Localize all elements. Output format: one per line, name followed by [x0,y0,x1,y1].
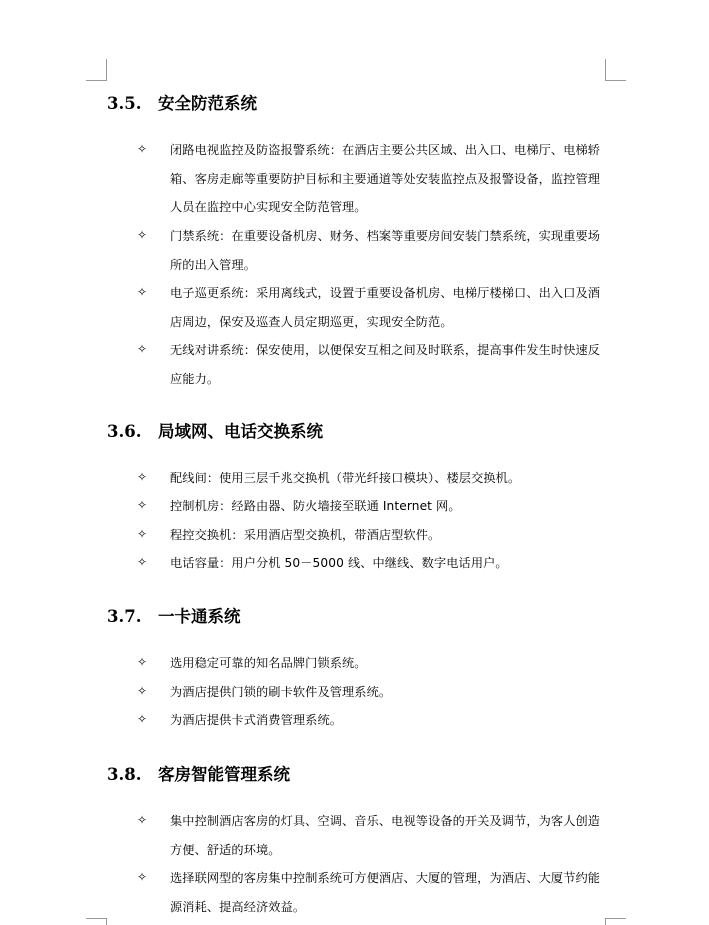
list-item-text: 所的出入管理。 [170,257,257,272]
list-item-text: 箱、客房走廊等重要防护目标和主要通道等处安装监控点及报警设备，监控管理 [170,171,601,186]
bullet-diamond-icon: ✧ [137,813,148,827]
section-heading [107,761,290,785]
bullet-diamond-icon: ✧ [137,527,148,541]
crop-mark-top-right-h [605,80,626,81]
section-number: 3.8. [107,765,142,784]
section-number: 3.6. [107,422,142,441]
list-item-text: 方便、舒适的环境。 [170,842,281,857]
section-heading [107,418,323,442]
list-item-text: 程控交换机：采用酒店型交换机，带酒店型软件。 [170,528,441,542]
section-heading [107,90,257,114]
crop-mark-bottom-right-h [605,918,626,919]
crop-mark-top-left-h [86,80,107,81]
list-item-text: 门禁系统：在重要设备机房、财务、档案等重要房间安装门禁系统，实现重要场 [170,229,601,243]
bullet-diamond-icon: ✧ [137,285,148,299]
crop-mark-bottom-left-v [106,918,107,925]
list-item-text: 选择联网型的客房集中控制系统可方便酒店、大厦的管理，为酒店、大厦节约能 [170,871,601,885]
list-item-text: 店周边，保安及巡查人员定期巡更，实现安全防范。 [170,314,453,329]
bullet-diamond-icon: ✧ [137,712,148,726]
list-item-text: 人员在监控中心实现安全防范管理。 [170,200,367,215]
list-item-text: 源消耗、提高经济效益。 [170,899,306,914]
crop-mark-bottom-right-v [605,918,606,925]
list-item-text: 电子巡更系统：采用离线式，设置于重要设备机房、电梯厅楼梯口、出入口及酒 [170,286,601,300]
bullet-diamond-icon: ✧ [137,470,148,484]
bullet-diamond-icon: ✧ [137,228,148,242]
section-number: 3.7. [107,607,142,626]
list-item-text: 无线对讲系统：保安使用，以便保安互相之间及时联系，提高事件发生时快速反 [170,343,601,357]
section-number: 3.5. [107,94,142,113]
section-title: 安全防范系统 [158,94,257,113]
bullet-diamond-icon: ✧ [137,142,148,156]
bullet-diamond-icon: ✧ [137,498,148,512]
bullet-diamond-icon: ✧ [137,555,148,569]
crop-mark-top-right-v [605,59,606,81]
list-item-text: 为酒店提供门锁的刷卡软件及管理系统。 [170,685,392,699]
list-item-text: 集中控制酒店客房的灯具、空调、音乐、电视等设备的开关及调节，为客人创造 [170,814,601,828]
section-title: 一卡通系统 [158,607,241,626]
list-item-text: 电话容量：用户分机 50－5000 线、中继线、数字电话用户。 [170,556,508,570]
bullet-diamond-icon: ✧ [137,655,148,669]
crop-mark-top-left-v [106,59,107,81]
section-heading [107,603,241,627]
bullet-diamond-icon: ✧ [137,684,148,698]
bullet-diamond-icon: ✧ [137,870,148,884]
section-title: 客房智能管理系统 [158,765,290,784]
list-item-text: 配线间：使用三层千兆交换机（带光纤接口模块）、楼层交换机。 [170,471,521,485]
section-title: 局域网、电话交换系统 [158,422,323,441]
list-item-text: 闭路电视监控及防盗报警系统：在酒店主要公共区域、出入口、电梯厅、电梯轿 [170,143,601,157]
list-item-text: 应能力。 [170,371,220,386]
list-item-text: 选用稳定可靠的知名品牌门锁系统。 [170,656,367,670]
list-item-text: 控制机房：经路由器、防火墙接至联通 Internet 网。 [170,499,461,513]
bullet-diamond-icon: ✧ [137,342,148,356]
crop-mark-bottom-left-h [86,918,107,919]
list-item-text: 为酒店提供卡式消费管理系统。 [170,713,343,727]
